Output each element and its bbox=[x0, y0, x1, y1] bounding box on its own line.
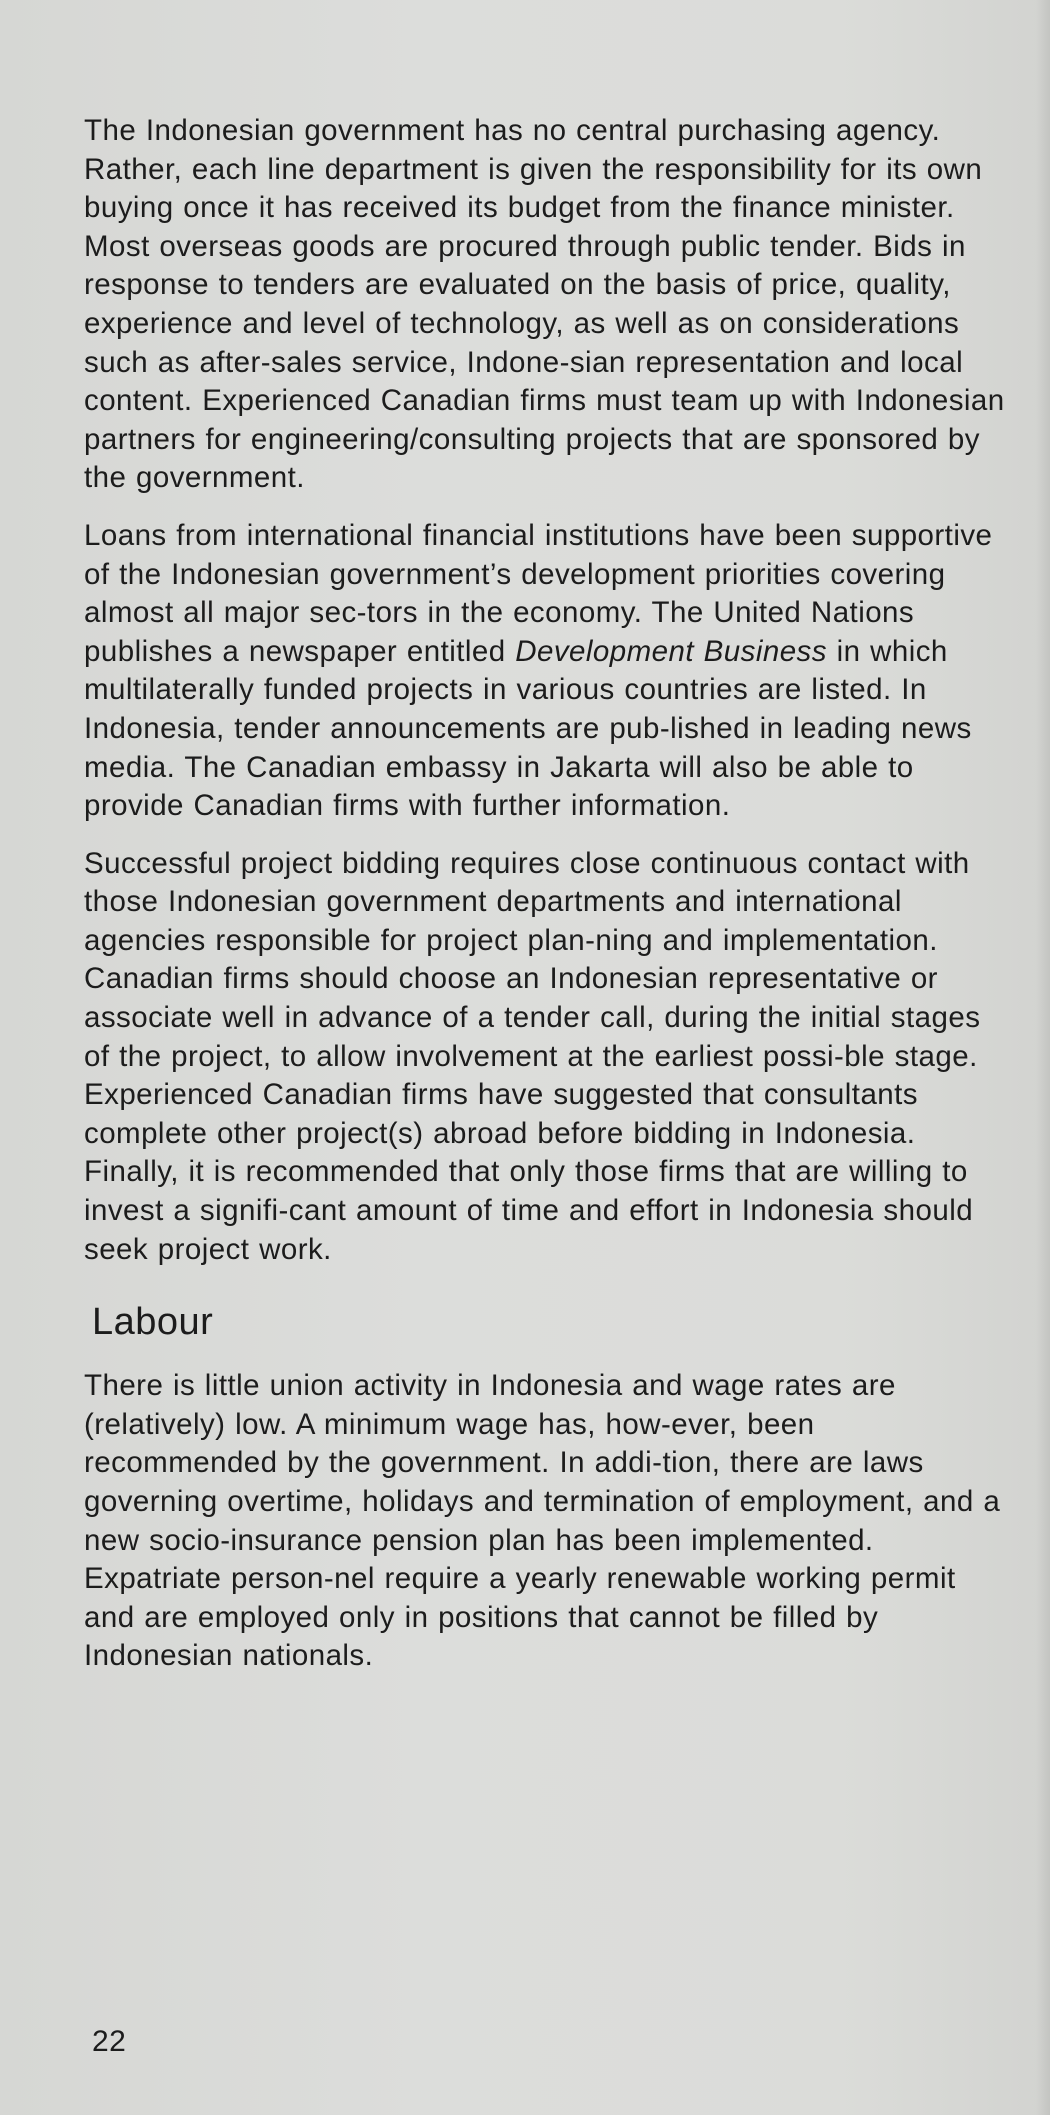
page-content bbox=[84, 112, 1014, 1695]
paragraph-loans-text-end: in which multilaterally funded projects in various countries are listed. In Indonesia, tender announcements are pub-lished in leading news media. The Canadian embassy in Jakarta will also be able to provide Canadian firms with further information. bbox=[84, 634, 972, 823]
paragraph-procurement: The Indonesian government has no central purchasing agency. Rather, each line department is given the responsibility for its own buying once it has received its budget from the finance minister. Most overseas goods are procured through public tender. Bids in response to tenders are evaluated on the basis of price, quality, experience and level of technology, as well as on considerations such as after-sales service, Indone-sian representation and local content. Experienced Canadian firms must team up with Indonesian partners for engineering/consulting projects that are sponsored by the government. bbox=[84, 114, 1005, 495]
paragraph-international-loans bbox=[84, 517, 1014, 826]
page-number: 22 bbox=[92, 2025, 127, 2058]
page-edge-shadow bbox=[1036, 0, 1050, 2115]
section-heading-labour: Labour bbox=[92, 1301, 214, 1344]
paragraph-labour: There is little union activity in Indonesia and wage rates are (relatively) low. A minimum wage has, how-ever, been recommended by the government. In addi-tion, there are laws governing overtime, holidays and termination of employment, and a new socio-insurance pension plan has been implemented. Expatriate person-nel require a yearly renewable working permit and are employed only in positions that cannot be filled by Indonesian nationals. bbox=[84, 1369, 1001, 1673]
paragraph-project-bidding: Successful project bidding requires close continuous contact with those Indonesian government departments and international agencies responsible for project plan-ning and implementation. Canadian firms should choose an Indonesian representative or associate well in advance of a tender call, during the initial stages of the project, to allow involvement at the earliest possi-ble stage. Experienced Canadian firms have suggested that consultants complete other project(s) abroad before bidding in Indonesia. Finally, it is recommended that only those firms that are willing to invest a signifi-cant amount of time and effort in Indonesia should seek project work. bbox=[84, 846, 981, 1266]
paragraph-loans-text-start: Loans from international financial institutions have been supportive of the Indonesian government’s development priorities covering almost all major sec-tors in the economy. The United Nations publishes a newspaper entitled bbox=[84, 518, 993, 668]
publication-title: Development Business bbox=[515, 634, 827, 668]
